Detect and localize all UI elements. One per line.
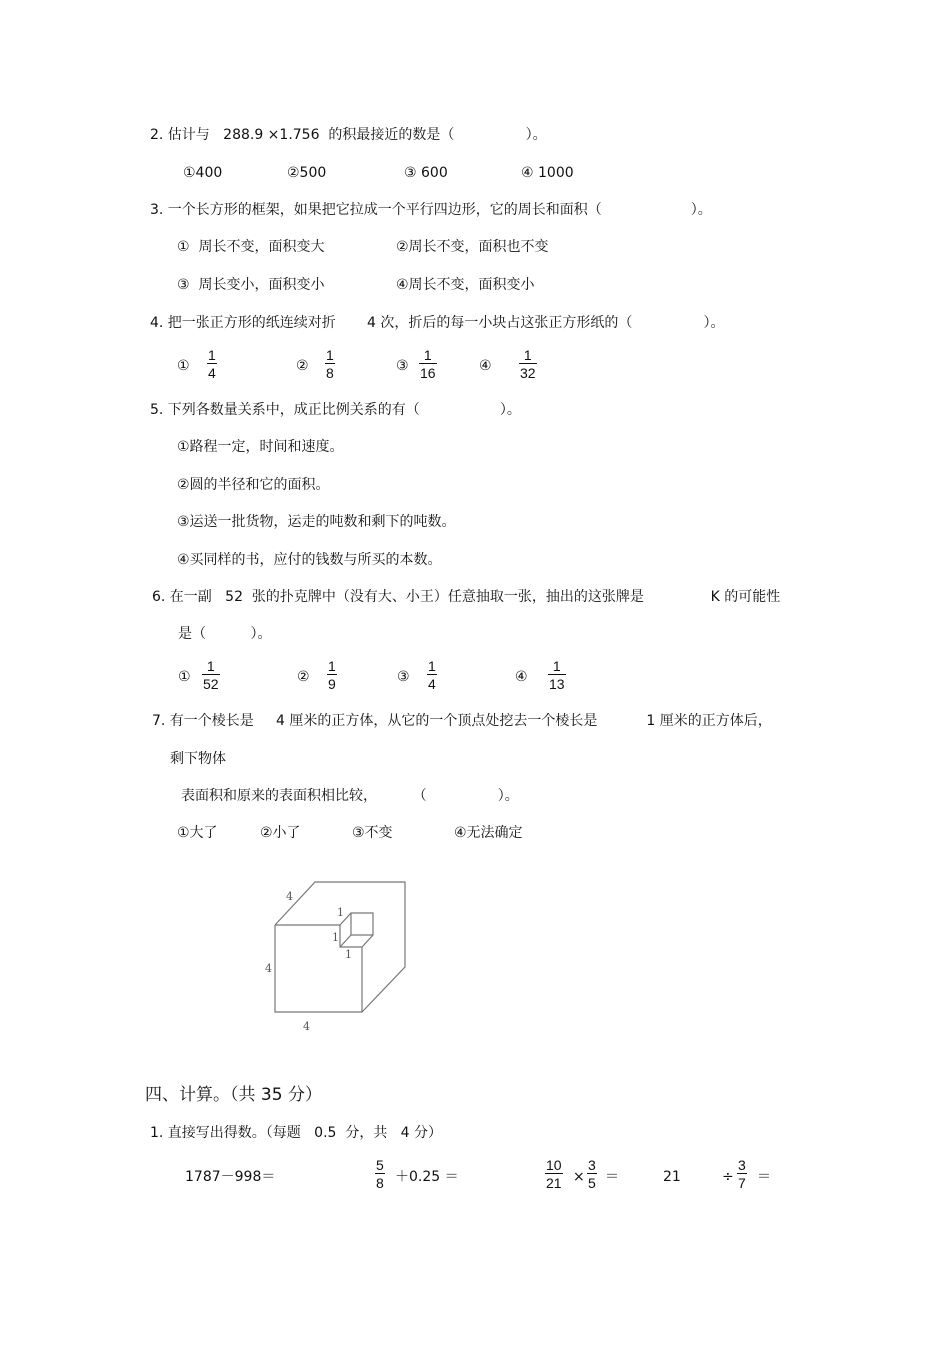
numerator: 1 — [328, 658, 336, 674]
numerator: 10 — [546, 1157, 562, 1173]
q6-mark-3: ③ — [397, 669, 410, 685]
q4-fraction-2 — [325, 347, 335, 381]
q6-fraction-2 — [327, 658, 337, 692]
numerator: 3 — [738, 1157, 746, 1173]
q5-option-4: ④买同样的书，应付的钱数与所买的本数。 — [177, 552, 442, 568]
numerator: 1 — [523, 347, 532, 363]
numerator: 1 — [428, 658, 436, 674]
cube-figure — [255, 870, 425, 1040]
question-4-stem: 4. 把一张正方形的纸连续对折 4 次，折后的每一小块占这张正方形纸的（ ）。 — [150, 315, 725, 331]
calc-4-number: 21 — [663, 1169, 681, 1185]
q5-option-2: ②圆的半径和它的面积。 — [177, 477, 330, 493]
numerator: 1 — [326, 347, 334, 363]
question-6-stem: 6. 在一副 52 张的扑克牌中（没有大、小王）任意抽取一张，抽出的这张牌是 K 的可能性 — [152, 589, 781, 605]
numerator: 1 — [206, 658, 215, 674]
question-6-stem-cont: 是（ ）。 — [178, 626, 272, 642]
calc-2-fraction — [375, 1157, 385, 1191]
question-2-stem: 2. 估计与 288.9 ×1.756 的积最接近的数是（ ）。 — [150, 127, 547, 143]
q4-mark-4: ④ — [479, 358, 492, 374]
q4-fraction-3 — [419, 347, 437, 381]
cube-outline — [275, 882, 405, 1012]
notch-label-3: 1 — [345, 948, 352, 961]
edge-label-top: 4 — [286, 890, 293, 903]
denominator: 21 — [546, 1175, 562, 1191]
q7-option-3: ③不变 — [352, 825, 393, 841]
q3-option-1: ① 周长不变，面积变大 — [177, 239, 325, 255]
notch-label-2: 1 — [332, 931, 339, 944]
q6-fraction-1 — [202, 658, 220, 692]
denominator: 13 — [549, 676, 565, 692]
q3-option-2: ②周长不变，面积也不变 — [396, 239, 549, 255]
question-5-stem: 5. 下列各数量关系中，成正比例关系的有（ ）。 — [150, 402, 521, 418]
q3-option-3: ③ 周长变小，面积变小 — [177, 277, 325, 293]
question-7-line-2: 剩下物体 — [170, 751, 226, 767]
q6-mark-1: ① — [178, 669, 191, 685]
numerator: 1 — [552, 658, 561, 674]
calc-3-fraction-2 — [587, 1157, 597, 1191]
q4-mark-2: ② — [296, 358, 309, 374]
denominator: 4 — [428, 676, 436, 692]
calc-3-operator: × — [573, 1169, 585, 1185]
denominator: 9 — [328, 676, 336, 692]
q7-option-4: ④无法确定 — [454, 825, 523, 841]
q2-option-4: ④ 1000 — [521, 165, 574, 181]
q7-option-1: ①大了 — [177, 825, 218, 841]
notch-label-1: 1 — [337, 906, 344, 919]
calc-4-fraction — [737, 1157, 747, 1191]
question-7-line-3: 表面积和原来的表面积相比较， （ ）。 — [181, 788, 519, 804]
q2-option-2: ②500 — [287, 165, 327, 181]
calc-expression-1: 1787－998＝ — [185, 1169, 276, 1185]
section-4-subtitle: 1. 直接写出得数。（每题 0.5 分，共 4 分） — [150, 1125, 443, 1141]
calc-2-rest: ＋0.25 ＝ — [395, 1169, 459, 1185]
question-7-stem: 7. 有一个棱长是 4 厘米的正方体，从它的一个顶点处挖去一个棱长是 1 厘米的正方体后， — [152, 713, 772, 729]
calc-3-fraction-1 — [545, 1157, 563, 1191]
q5-option-1: ①路程一定，时间和速度。 — [177, 439, 344, 455]
denominator: 7 — [738, 1175, 746, 1191]
q2-option-1: ①400 — [183, 165, 223, 181]
q7-option-2: ②小了 — [260, 825, 301, 841]
denominator: 8 — [376, 1175, 384, 1191]
edge-label-left: 4 — [265, 962, 272, 975]
calc-4-operator: ÷ — [722, 1169, 734, 1185]
q6-mark-2: ② — [297, 669, 310, 685]
q4-mark-1: ① — [177, 358, 190, 374]
denominator: 8 — [326, 365, 334, 381]
calc-3-equals: ＝ — [605, 1169, 619, 1185]
denominator: 4 — [208, 365, 216, 381]
numerator: 3 — [588, 1157, 596, 1173]
q3-option-4: ④周长不变，面积变小 — [396, 277, 535, 293]
denominator: 32 — [520, 365, 536, 381]
denominator: 16 — [420, 365, 436, 381]
q6-fraction-3 — [427, 658, 437, 692]
numerator: 1 — [423, 347, 432, 363]
section-4-title: 四、计算。（共 35 分） — [145, 1085, 322, 1105]
q4-fraction-1 — [207, 347, 217, 381]
denominator: 5 — [588, 1175, 596, 1191]
numerator: 5 — [376, 1157, 384, 1173]
calc-4-equals: ＝ — [757, 1169, 771, 1185]
q4-fraction-4 — [519, 347, 537, 381]
edge-label-bottom: 4 — [303, 1020, 310, 1033]
q2-option-3: ③ 600 — [404, 165, 448, 181]
q5-option-3: ③运送一批货物，运走的吨数和剩下的吨数。 — [177, 514, 456, 530]
question-3-stem: 3. 一个长方形的框架，如果把它拉成一个平行四边形，它的周长和面积（ ）。 — [150, 202, 712, 218]
q4-mark-3: ③ — [396, 358, 409, 374]
q6-mark-4: ④ — [515, 669, 528, 685]
numerator: 1 — [208, 347, 216, 363]
q6-fraction-4 — [548, 658, 566, 692]
denominator: 52 — [203, 676, 219, 692]
